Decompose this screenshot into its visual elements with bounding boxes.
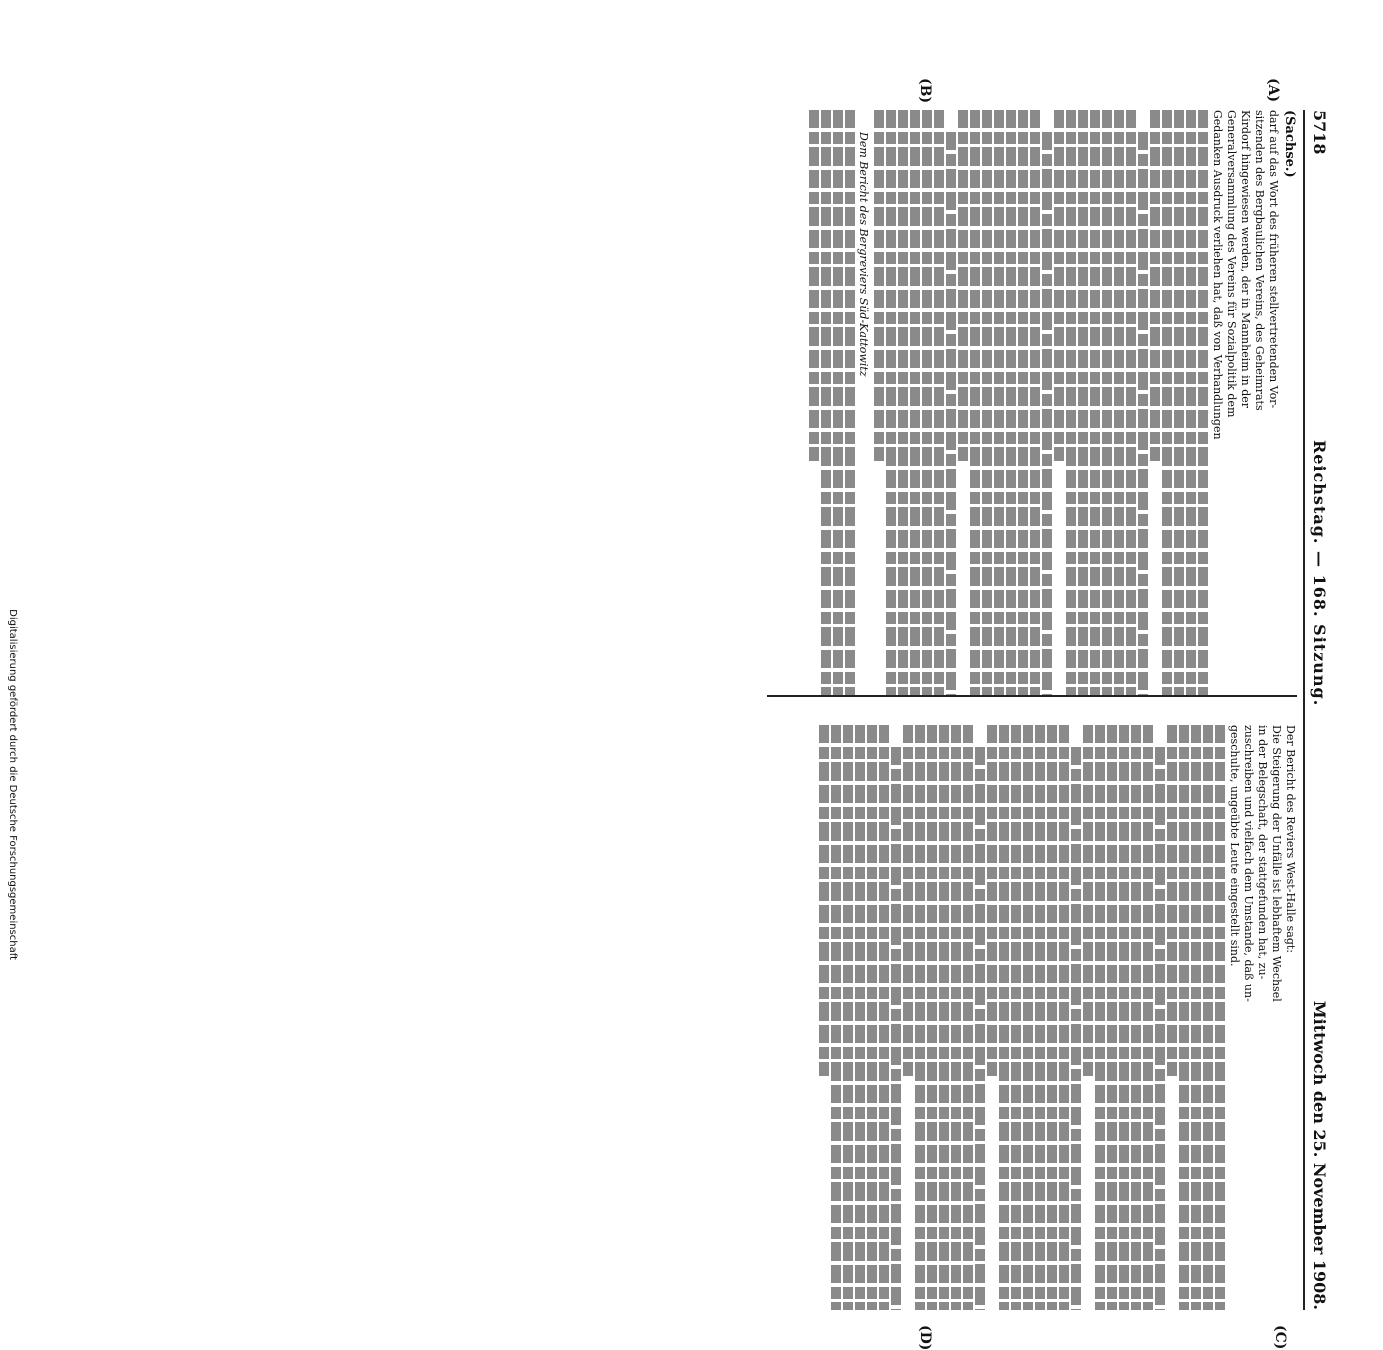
text-line-placeholder xyxy=(1071,747,1081,1310)
text-line-placeholder xyxy=(819,725,829,1076)
text-line-placeholder xyxy=(1059,725,1069,1310)
margin-marker-d: (D) xyxy=(917,1325,933,1350)
text-line-placeholder xyxy=(963,725,973,1310)
text-line: Die Steigerung der Unfälle ist lebhaftem Wechsel xyxy=(1270,725,1283,1002)
text-line: zuschreiben und vielfach dem Umstande, daß un- xyxy=(1242,725,1255,1002)
text-line-placeholder xyxy=(1126,110,1136,695)
text-line: darf auf das Wort des früheren stellvertretenden Vor- xyxy=(1267,110,1280,409)
text-line-placeholder xyxy=(809,110,819,461)
text-line-placeholder xyxy=(831,725,841,1310)
text-line-placeholder xyxy=(1150,110,1160,461)
text-line-placeholder xyxy=(1191,725,1201,1310)
text-line-placeholder xyxy=(1083,725,1093,1076)
text-line-placeholder xyxy=(1131,725,1141,1310)
text-line-placeholder xyxy=(1023,725,1033,1310)
text-line-placeholder xyxy=(987,725,997,1076)
text-line-placeholder xyxy=(958,110,968,461)
text-line-placeholder xyxy=(1030,110,1040,695)
section-heading: Dem Bericht des Bergreviers Süd-Kattowitz xyxy=(857,132,870,377)
page-content xyxy=(50,50,1333,1350)
text-line-placeholder xyxy=(915,725,925,1310)
text-line-placeholder xyxy=(975,747,985,1310)
text-line-placeholder xyxy=(1203,725,1213,1310)
text-line-placeholder xyxy=(951,725,961,1310)
text-line-placeholder xyxy=(1155,747,1165,1310)
text-line-placeholder xyxy=(970,110,980,695)
page-header xyxy=(1303,110,1333,1310)
text-line: geschulte, ungeübte Leute eingestellt sind. xyxy=(1228,725,1241,967)
text-line-placeholder xyxy=(1162,110,1172,695)
page-date: Mittwoch den 25. November 1908. xyxy=(1310,1000,1329,1310)
text-line-placeholder xyxy=(1011,725,1021,1310)
page-number: 5718 xyxy=(1310,110,1329,155)
margin-marker-c: (C) xyxy=(1272,1325,1288,1350)
text-line-placeholder xyxy=(1107,725,1117,1310)
text-line-placeholder xyxy=(845,110,855,695)
text-line-placeholder xyxy=(1078,110,1088,695)
text-line-placeholder xyxy=(982,110,992,695)
text-line: in der Belegschaft, der stattgefunden hat, zu- xyxy=(1256,725,1269,980)
text-line-placeholder xyxy=(886,110,896,695)
text-line-placeholder xyxy=(1143,725,1153,1310)
text-line-placeholder xyxy=(874,110,884,461)
text-line-placeholder xyxy=(1090,110,1100,695)
text-line-placeholder xyxy=(939,725,949,1310)
text-line-placeholder xyxy=(879,725,889,1310)
text-line-placeholder xyxy=(1095,725,1105,1310)
text-line-placeholder xyxy=(903,725,913,1076)
margin-marker-b: (B) xyxy=(917,78,933,104)
text-line-placeholder xyxy=(1179,725,1189,1310)
text-line-placeholder xyxy=(994,110,1004,695)
text-line: Kirdorf hingewiesen werden, der in Mannheim in der xyxy=(1239,110,1252,409)
text-line-placeholder xyxy=(1186,110,1196,695)
text-line: Generalversammlung des Vereins für Sozialpolitik dem xyxy=(1225,110,1238,418)
text-line-placeholder xyxy=(867,725,877,1310)
text-line-placeholder xyxy=(821,110,831,695)
column-divider xyxy=(767,695,1297,697)
text-line-placeholder xyxy=(1018,110,1028,695)
text-line: sitzenden des Bergbaulichen Vereins, des Geheimrats xyxy=(1253,110,1266,411)
text-line-placeholder xyxy=(1167,725,1177,1076)
margin-marker-a: (A) xyxy=(1265,78,1281,103)
text-line-placeholder xyxy=(922,110,932,695)
text-line-placeholder xyxy=(1138,132,1148,695)
text-line-placeholder xyxy=(1047,725,1057,1310)
text-line-placeholder xyxy=(843,725,853,1310)
text-line-placeholder xyxy=(999,725,1009,1310)
text-line-placeholder xyxy=(1119,725,1129,1310)
page-title: Reichstag. — 168. Sitzung. xyxy=(1310,440,1329,707)
speaker-name: (Sachse.) xyxy=(1282,110,1297,178)
text-line-placeholder xyxy=(898,110,908,695)
text-line: Gedanken Ausdruck verliehen hat, daß von Verhandlungen xyxy=(1211,110,1224,440)
text-line-placeholder xyxy=(1114,110,1124,695)
text-line-placeholder xyxy=(855,725,865,1310)
text-line-placeholder xyxy=(1006,110,1016,695)
text-line-placeholder xyxy=(1042,132,1052,695)
text-line-placeholder xyxy=(833,110,843,695)
text-line-placeholder xyxy=(1066,110,1076,695)
text-line-placeholder xyxy=(1198,110,1208,695)
text-line-placeholder xyxy=(934,110,944,695)
credit-text: Digitalisierung gefördert durch die Deutsche Forschungsgemeinschaft xyxy=(7,609,18,960)
left-column xyxy=(757,110,1297,695)
digitization-credit xyxy=(0,0,22,1000)
text-line-placeholder xyxy=(946,132,956,695)
text-line-placeholder xyxy=(1054,110,1064,461)
text-line-placeholder xyxy=(891,747,901,1310)
text-line-placeholder xyxy=(1102,110,1112,695)
text-line-placeholder xyxy=(1174,110,1184,695)
text-line: Der Bericht des Reviers West-Halle sagt: xyxy=(1284,725,1297,954)
right-column xyxy=(757,725,1297,1310)
text-line-placeholder xyxy=(927,725,937,1310)
text-line-placeholder xyxy=(1035,725,1045,1310)
text-line-placeholder xyxy=(1215,725,1225,1310)
text-line-placeholder xyxy=(910,110,920,695)
